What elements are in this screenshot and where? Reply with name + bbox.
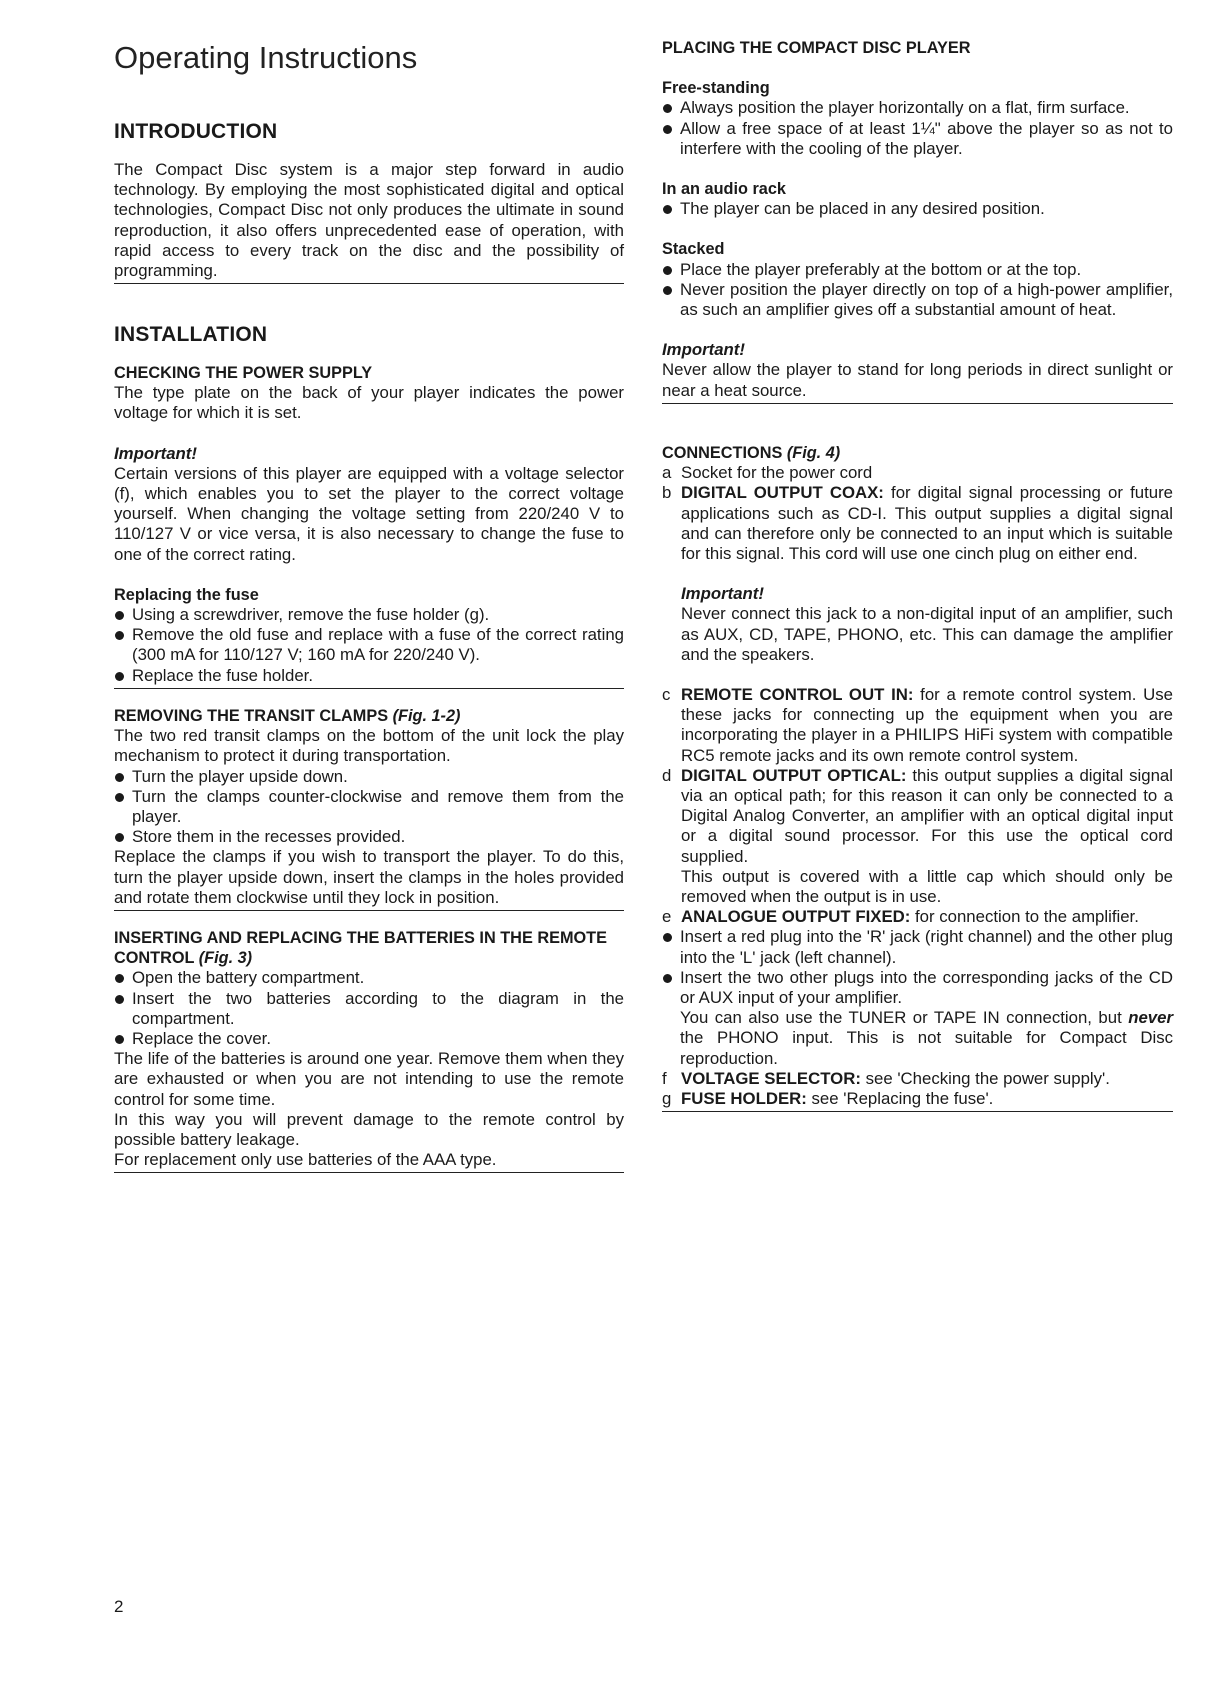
stacked-list bbox=[662, 260, 1173, 321]
connections-heading: CONNECTIONS (Fig. 4) bbox=[662, 444, 841, 462]
list-item: Replace the cover. bbox=[114, 1029, 624, 1049]
clamp-steps bbox=[114, 767, 624, 848]
list-item: Using a screwdriver, remove the fuse holder (g). bbox=[114, 605, 624, 625]
bullet-icon bbox=[115, 1035, 124, 1044]
list-item: Remove the old fuse and replace with a fuse of the correct rating (300 mA for 110/127 V; 160 mA for 220/240 V). bbox=[114, 625, 624, 665]
power-supply-heading: CHECKING THE POWER SUPPLY bbox=[114, 364, 373, 382]
list-item: b DIGITAL OUTPUT COAX: for digital signal processing or future applications such as CD-I. This output supplies a digital signal and can therefore only be connected to an input which is suitable for this signal. This cord will use one cinch plug on either end. bbox=[662, 483, 1173, 564]
introduction-section bbox=[114, 160, 624, 284]
list-item: Replace the fuse holder. bbox=[114, 666, 624, 686]
bullet-icon bbox=[663, 974, 672, 983]
coax-important bbox=[662, 584, 1173, 665]
list-item: Always position the player horizontally on a flat, firm surface. bbox=[662, 98, 1173, 118]
list-item: e ANALOGUE OUTPUT FIXED: for connection to the amplifier. bbox=[662, 907, 1139, 927]
list-item: Store them in the recesses provided. bbox=[114, 827, 624, 847]
list-item: Turn the player upside down. bbox=[114, 767, 624, 787]
coax-warning-text: Never connect this jack to a non-digital input of an amplifier, such as AUX, CD, TAPE, PHONO, etc. This can damage the amplifier and the speakers. bbox=[681, 604, 1173, 664]
transit-clamps-text: The two red transit clamps on the bottom of the unit lock the play mechanism to protect it during transportation. bbox=[114, 726, 624, 766]
installation-section bbox=[114, 363, 624, 689]
placing-heading: PLACING THE COMPACT DISC PLAYER bbox=[662, 39, 971, 57]
important-label: Important! bbox=[681, 584, 764, 604]
battery-type-text: For replacement only use batteries of the AAA type. bbox=[114, 1150, 497, 1170]
list-item: Allow a free space of at least 1¼" above the player so as not to interfere with the cooling of the player. bbox=[662, 119, 1173, 159]
connections-list-3 bbox=[662, 1069, 1173, 1109]
placing-section bbox=[662, 38, 1173, 404]
bullet-icon bbox=[115, 833, 124, 842]
bullet-icon bbox=[115, 793, 124, 802]
list-item: d DIGITAL OUTPUT OPTICAL: this output supplies a digital signal via an optical path; for this reason it can only be connected to a Digital Analog Converter, an amplifier with an optical digital input or a digital sound processor. For this use the optical cord supplied. This output is covered with a little cap which should only be removed when the output is in use. bbox=[662, 765, 1173, 907]
battery-leakage-text: In this way you will prevent damage to the remote control by possible battery leakage. bbox=[114, 1109, 624, 1150]
page-number: 2 bbox=[114, 1597, 124, 1616]
list-item: Insert a red plug into the 'R' jack (right channel) and the other plug into the 'L' jack (left channel). bbox=[662, 927, 1173, 967]
battery-life-text: The life of the batteries is around one year. Remove them when they are exhausted or when you are not intending to use the remote control for some time. bbox=[114, 1049, 624, 1109]
batteries-section bbox=[114, 928, 624, 1173]
analogue-output-steps bbox=[662, 927, 1173, 1068]
audio-rack-list bbox=[662, 199, 1173, 219]
bullet-icon bbox=[663, 104, 672, 113]
page-title: Operating Instructions bbox=[114, 40, 418, 75]
connections-list bbox=[662, 463, 1173, 564]
transit-clamps-text-2: Replace the clamps if you wish to transport the player. To do this, turn the player upside down, insert the clamps in the holes provided and rotate them clockwise until they lock in position. bbox=[114, 847, 624, 907]
list-item: g FUSE HOLDER: see 'Replacing the fuse'. bbox=[662, 1089, 994, 1109]
replacing-fuse-heading: Replacing the fuse bbox=[114, 585, 259, 604]
introduction-heading: INTRODUCTION bbox=[114, 120, 278, 143]
connections-section bbox=[662, 443, 1173, 1112]
list-item: c REMOTE CONTROL OUT IN: for a remote control system. Use these jacks for connecting up the equipment when you are incorporating the player in a PHILIPS HiFi system with compatible RC5 remote jacks and its own remote control system. bbox=[662, 685, 1173, 765]
bullet-icon bbox=[663, 286, 672, 295]
installation-heading: INSTALLATION bbox=[114, 323, 268, 346]
audio-rack-heading: In an audio rack bbox=[662, 180, 786, 199]
stacked-heading: Stacked bbox=[662, 240, 725, 259]
fuse-steps bbox=[114, 605, 624, 686]
list-item: Insert the two other plugs into the corresponding jacks of the CD or AUX input of your amplifier. You can also use the TUNER or TAPE IN connection, but never the PHONO input. This is not suitable for Compact Disc reproduction. bbox=[662, 968, 1173, 1069]
bullet-icon bbox=[115, 995, 124, 1004]
list-item: a Socket for the power cord bbox=[662, 463, 873, 483]
list-item: Turn the clamps counter-clockwise and remove them from the player. bbox=[114, 787, 624, 827]
bullet-icon bbox=[115, 631, 124, 640]
bullet-icon bbox=[115, 672, 124, 681]
batteries-heading: INSERTING AND REPLACING THE BATTERIES IN THE REMOTE CONTROL (Fig. 3) bbox=[114, 929, 607, 968]
free-standing-heading: Free-standing bbox=[662, 79, 770, 98]
bullet-icon bbox=[115, 773, 124, 782]
bullet-icon bbox=[115, 611, 124, 620]
battery-steps bbox=[114, 968, 624, 1049]
voltage-selector-text: Certain versions of this player are equipped with a voltage selector (f), which enables you to set the player to the correct voltage yourself. When changing the voltage setting from 220/240 V to 110/127 V or vice versa, it is also necessary to change the fuse to one of the correct rating. bbox=[114, 463, 624, 564]
bullet-icon bbox=[115, 974, 124, 983]
bullet-icon bbox=[663, 266, 672, 275]
list-item: Place the player preferably at the bottom or at the top. bbox=[662, 260, 1173, 280]
connections-list-2 bbox=[662, 685, 1173, 927]
introduction-text: The Compact Disc system is a major step forward in audio technology. By employing the most sophisticated digital and optical technologies, Compact Disc not only produces the ultimate in sound reproduction, it also offers unprecedented ease of operation, with rapid access to every track on the disc and the possibility of programming. bbox=[114, 160, 624, 281]
transit-clamps-heading: REMOVING THE TRANSIT CLAMPS (Fig. 1-2) bbox=[114, 707, 461, 725]
important-label: Important! bbox=[114, 443, 197, 463]
important-label: Important! bbox=[662, 340, 745, 360]
list-item: Insert the two batteries according to the diagram in the compartment. bbox=[114, 989, 624, 1029]
transit-clamps-section bbox=[114, 706, 624, 911]
power-supply-text: The type plate on the back of your player indicates the power voltage for which it is set. bbox=[114, 383, 624, 423]
list-item: f VOLTAGE SELECTOR: see 'Checking the power supply'. bbox=[662, 1068, 1110, 1088]
list-item: Open the battery compartment. bbox=[114, 968, 624, 988]
bullet-icon bbox=[663, 933, 672, 942]
bullet-icon bbox=[663, 205, 672, 214]
sunlight-warning-text: Never allow the player to stand for long periods in direct sunlight or near a heat source. bbox=[662, 360, 1173, 400]
list-item: The player can be placed in any desired position. bbox=[662, 199, 1173, 219]
free-standing-list bbox=[662, 98, 1173, 159]
list-item: Never position the player directly on top of a high-power amplifier, as such an amplifier gives off a substantial amount of heat. bbox=[662, 280, 1173, 320]
bullet-icon bbox=[663, 125, 672, 134]
